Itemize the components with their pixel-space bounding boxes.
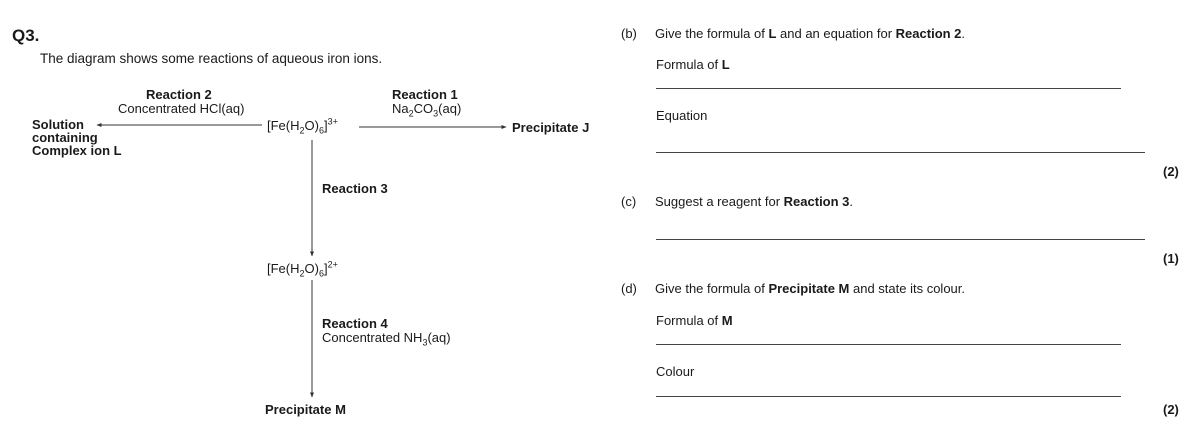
part-d-formula-answer-line[interactable] xyxy=(656,344,1121,345)
part-c-marks: (1) xyxy=(1163,251,1179,266)
reaction-2-reagent: Concentrated HCl(aq) xyxy=(118,101,245,116)
part-b-marks: (2) xyxy=(1163,164,1179,179)
part-b-formula-answer-line[interactable] xyxy=(656,88,1121,89)
precipitate-j-label: Precipitate J xyxy=(512,120,590,135)
part-d-colour-label: Colour xyxy=(656,364,695,379)
part-d-colour-answer-line[interactable] xyxy=(656,396,1121,397)
part-c-question: Suggest a reagent for Reaction 3. xyxy=(655,194,854,209)
reaction-1-title: Reaction 1 xyxy=(392,87,458,102)
part-b-label: (b) xyxy=(621,26,637,41)
reaction-2-title: Reaction 2 xyxy=(146,87,212,102)
reaction-4-title: Reaction 4 xyxy=(322,316,388,331)
question-number: Q3. xyxy=(12,26,40,45)
fe2-ion-label: $[Fe(H_2O)_6]^{2+}$ xyxy=(267,259,338,279)
part-c-label: (c) xyxy=(621,194,637,209)
reaction-4-reagent: Concentrated $NH_3(aq)$ xyxy=(322,330,451,348)
part-d-formula-label: Formula of M xyxy=(656,313,733,328)
part-b-formula-label: Formula of L xyxy=(656,57,730,72)
part-b-equation-label: Equation xyxy=(656,108,708,123)
part-d-label: (d) xyxy=(621,281,637,296)
part-d-question: Give the formula of Precipitate M and state its colour. xyxy=(655,281,965,296)
part-c-answer-line[interactable] xyxy=(656,239,1145,240)
part-b-question: Give the formula of L and an equation for Reaction 2. xyxy=(655,26,966,41)
question-intro: The diagram shows some reactions of aqueous iron ions. xyxy=(40,51,383,66)
fe3-ion-label: $[Fe(H_2O)_6]^{3+}$ xyxy=(267,116,338,136)
reaction-1-reagent: $Na_2CO_3(aq)$ xyxy=(392,101,462,119)
reaction-3-title: Reaction 3 xyxy=(322,181,388,196)
complex-ion-l-label: Solution containing Complex ion L xyxy=(32,117,122,158)
part-b-equation-answer-line[interactable] xyxy=(656,152,1145,153)
part-d-marks: (2) xyxy=(1163,402,1179,417)
precipitate-m-label: Precipitate M xyxy=(265,402,346,417)
